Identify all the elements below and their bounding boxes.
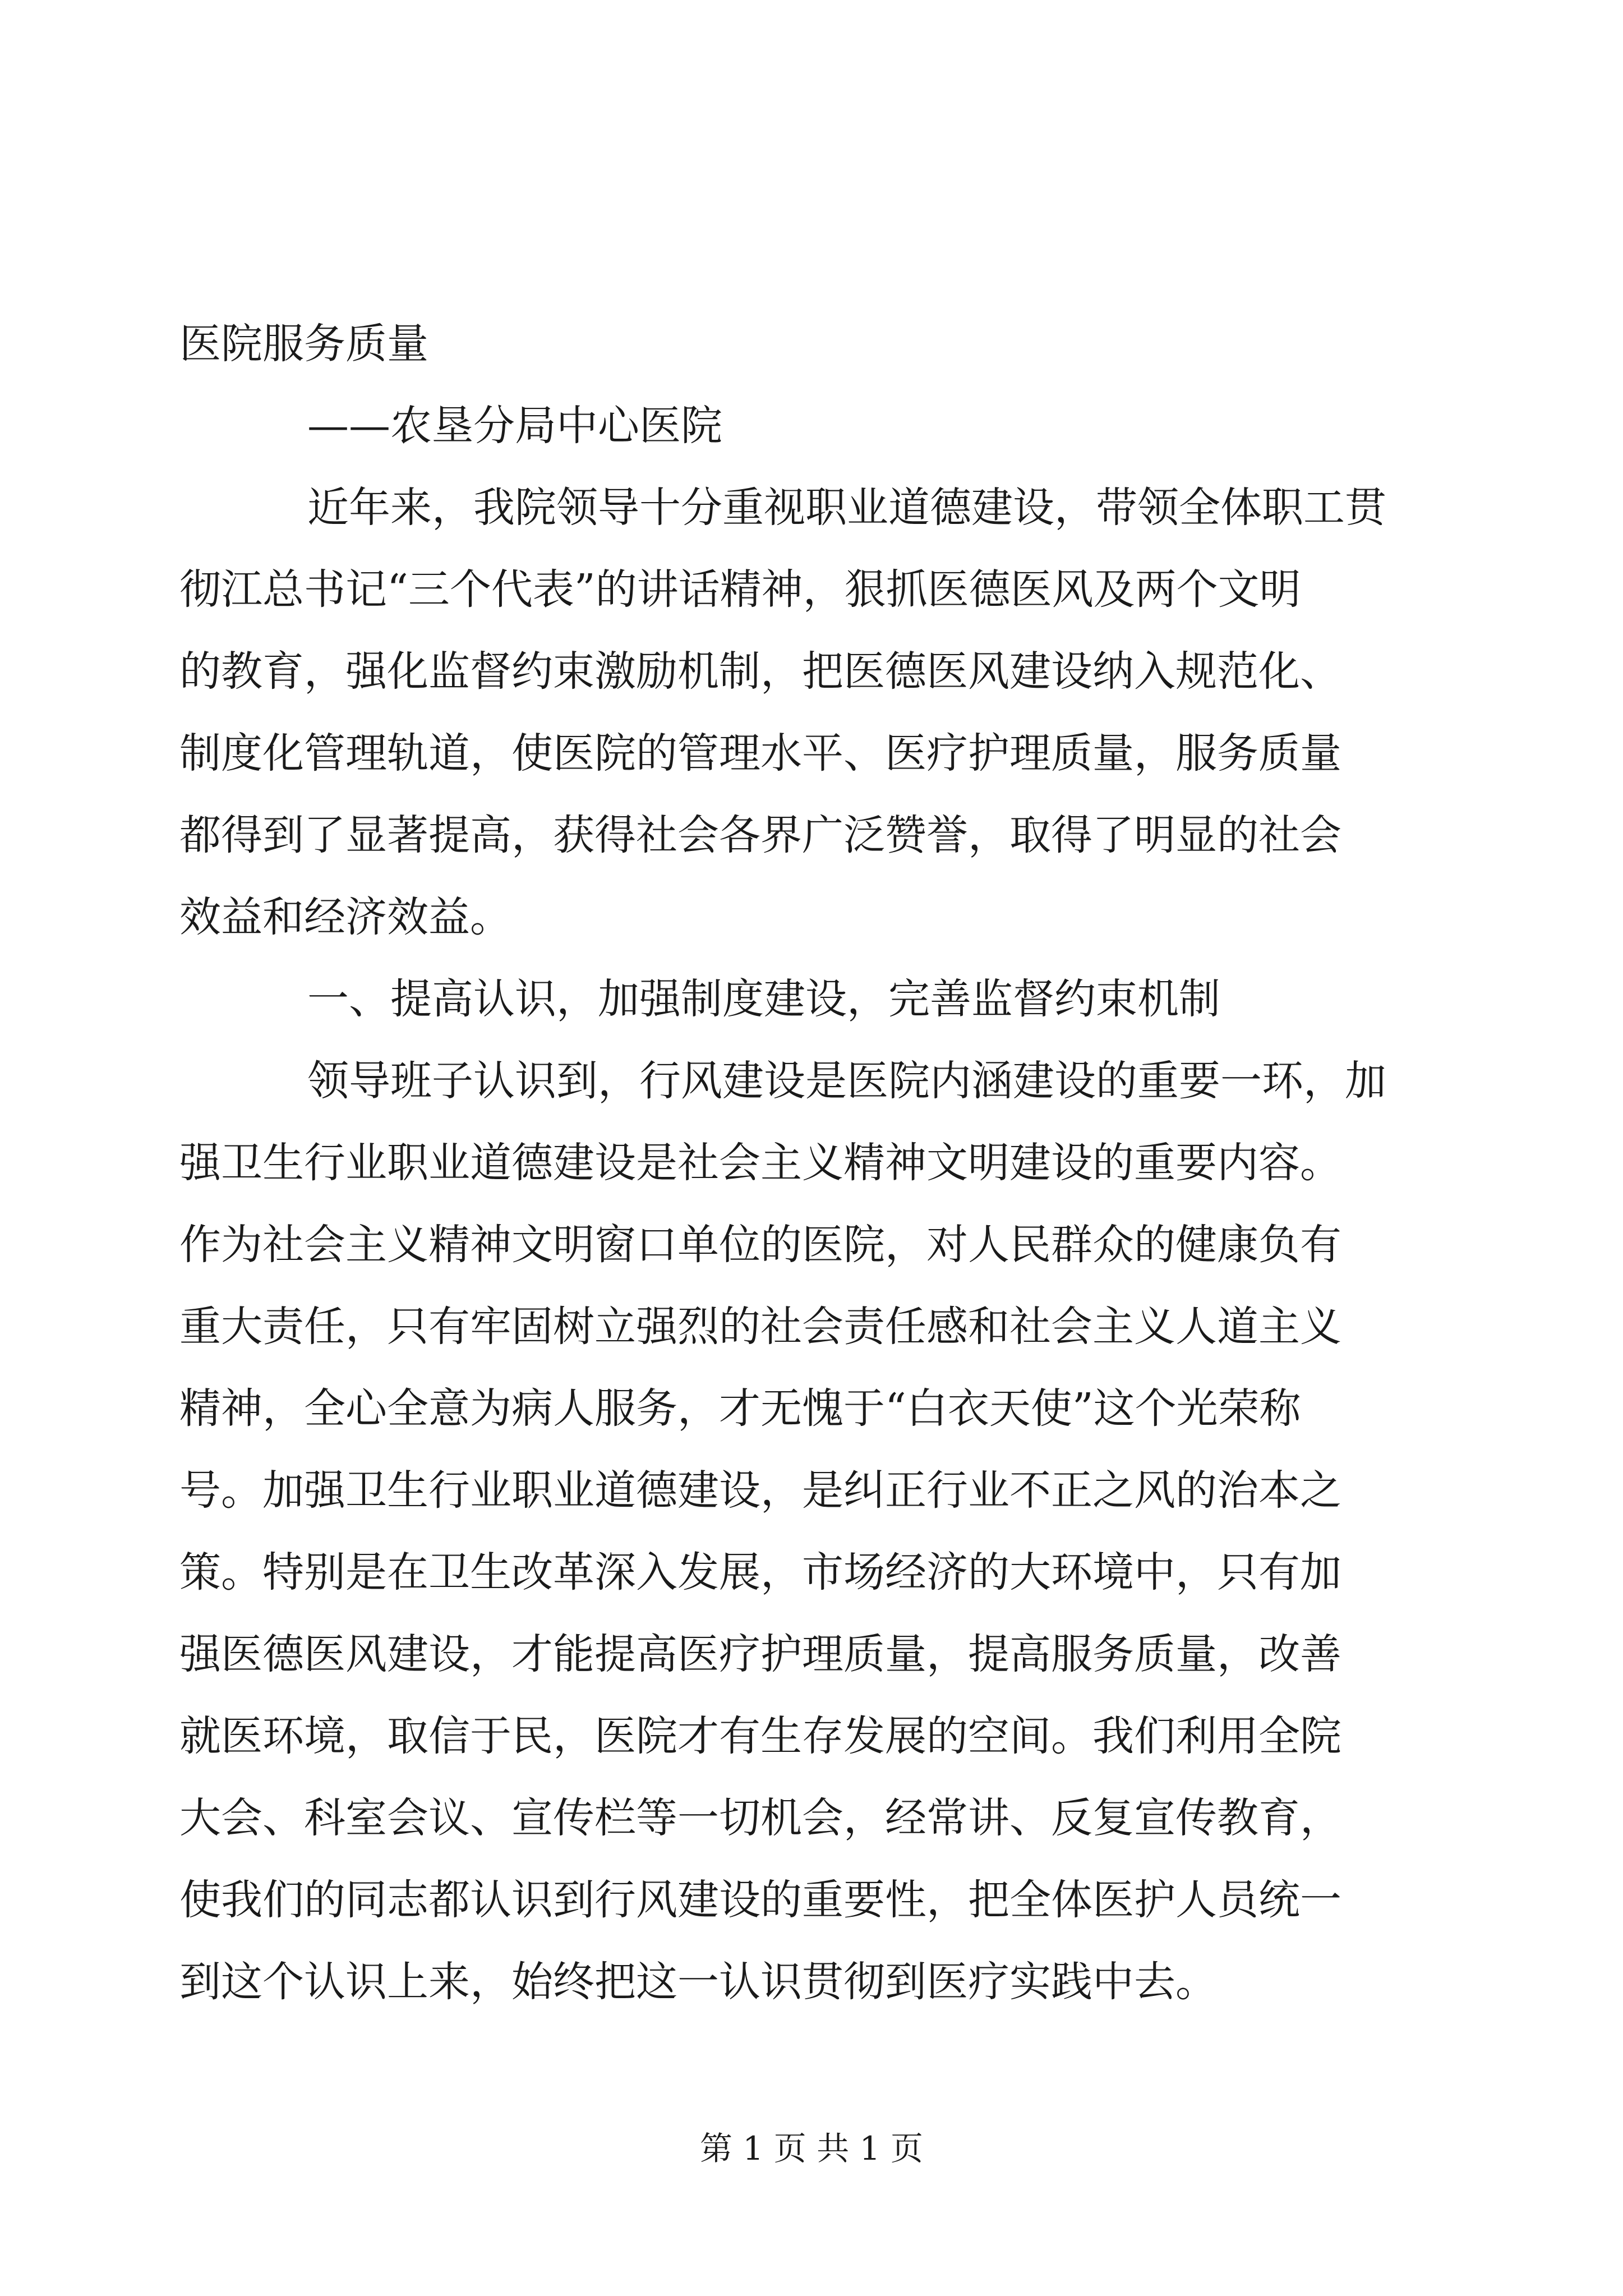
paragraph-line: 大会、科室会议、宣传栏等一切机会，经常讲、反复宣传教育， <box>179 1794 1341 1842</box>
paragraph-line: 都得到了显著提高，获得社会各界广泛赞誉，取得了明显的社会 <box>179 811 1341 859</box>
section-heading <box>179 958 1430 1040</box>
paragraph-line: 号。加强卫生行业职业道德建设，是纠正行业不正之风的治本之 <box>179 1466 1341 1515</box>
document-body <box>179 303 1430 2023</box>
paragraph-line: 效益和经济效益。 <box>179 893 511 941</box>
paragraph-intro <box>179 467 1430 958</box>
paragraph-line: 强医德医风建设，才能提高医疗护理质量，提高服务质量，改善 <box>179 1630 1341 1678</box>
paragraph-line: 作为社会主义精神文明窗口单位的医院，对人民群众的健康负有 <box>179 1221 1341 1269</box>
paragraph-line: 近年来，我院领导十分重视职业道德建设，带领全体职工贯 <box>307 484 1386 532</box>
paragraph-line: 精神，全心全意为病人服务，才无愧于“白衣天使”这个光荣称 <box>179 1384 1301 1433</box>
paragraph-line: 到这个认识上来，始终把这一认识贯彻到医疗实践中去。 <box>179 1958 1217 2006</box>
paragraph-line: 彻江总书记“三个代表”的讲话精神，狠抓医德医风及两个文明 <box>179 565 1301 614</box>
author-line: ——农垦分局中心医院 <box>307 402 722 450</box>
paragraph-awareness <box>179 1040 1430 2023</box>
document-title: 医院服务质量 <box>179 320 428 368</box>
page-footer: 第 1 页 共 1 页 <box>700 2129 923 2168</box>
paragraph-line: 使我们的同志都认识到行风建设的重要性，把全体医护人员统一 <box>179 1876 1341 1924</box>
paragraph-line: 重大责任，只有牢固树立强烈的社会责任感和社会主义人道主义 <box>179 1303 1341 1351</box>
paragraph-line: 强卫生行业职业道德建设是社会主义精神文明建设的重要内容。 <box>179 1139 1341 1187</box>
paragraph-line: 就医环境，取信于民，医院才有生存发展的空间。我们利用全院 <box>179 1712 1341 1760</box>
paragraph-line: 领导班子认识到，行风建设是医院内涵建设的重要一环，加 <box>307 1057 1386 1105</box>
section-heading-text: 一、提高认识，加强制度建设，完善监督约束机制 <box>307 975 1220 1023</box>
paragraph-line: 策。特别是在卫生改革深入发展，市场经济的大环境中，只有加 <box>179 1548 1341 1596</box>
paragraph-line: 制度化管理轨道，使医院的管理水平、医疗护理质量，服务质量 <box>179 729 1341 777</box>
paragraph-line: 的教育，强化监督约束激励机制，把医德医风建设纳入规范化、 <box>179 647 1341 696</box>
